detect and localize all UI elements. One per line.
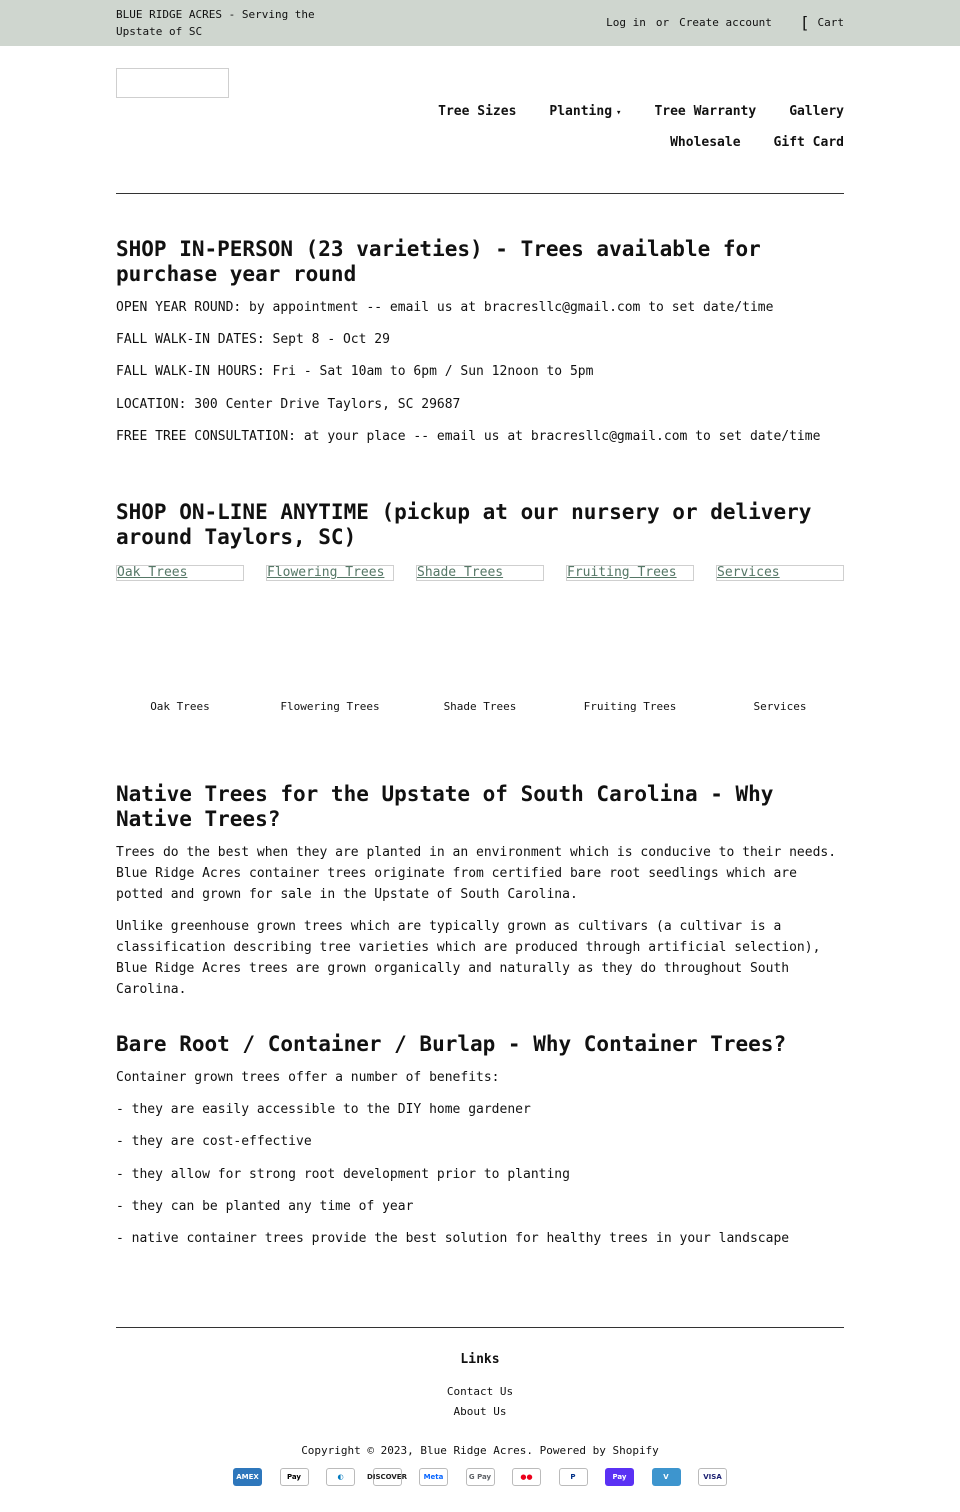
info-line: FALL WALK-IN DATES: Sept 8 - Oct 29 <box>116 332 390 347</box>
benefit-item: - they are cost-effective <box>116 1134 312 1149</box>
apple-pay-icon: Pay <box>280 1468 309 1486</box>
nav-item-planting[interactable]: Planting ▾ <box>549 104 622 119</box>
visa-icon: VISA <box>698 1468 727 1486</box>
google-pay-icon: G Pay <box>466 1468 495 1486</box>
paypal-icon: P <box>559 1468 588 1486</box>
create-account-link[interactable]: Create account <box>679 16 772 29</box>
native-paragraph-1: Trees do the best when they are planted in an environment which is conducive to their needs. Blue Ridge Acres container trees originate from certified bare root seedlings which are potted and grown for sale in the Upstate of South Carolina. <box>116 845 837 902</box>
info-line: FREE TREE CONSULTATION: at your place -- email us at bracresllc@gmail.com to set date/time <box>116 429 821 444</box>
collection-image-links <box>116 565 844 581</box>
collection-titles <box>116 700 844 713</box>
or-separator: or <box>655 16 670 29</box>
info-line: FALL WALK-IN HOURS: Fri - Sat 10am to 6pm / Sun 12noon to 5pm <box>116 364 594 379</box>
footer-link-contact[interactable]: Contact Us <box>446 1385 514 1398</box>
account-links <box>606 12 844 32</box>
cart-link[interactable] <box>799 12 844 32</box>
discover-icon: DISCOVER <box>373 1468 402 1486</box>
header-divider <box>116 193 844 194</box>
amex-icon: AMEX <box>233 1468 262 1486</box>
nav-item-gallery[interactable]: Gallery <box>789 104 844 119</box>
collection-link-oak[interactable]: Oak Trees <box>116 565 244 581</box>
shop-online-heading: SHOP ON-LINE ANYTIME (pickup at our nursery or delivery around Taylors, SC) <box>116 500 812 549</box>
footer-links <box>0 1382 960 1422</box>
container-trees-heading: Bare Root / Container / Burlap - Why Container Trees? <box>116 1032 787 1056</box>
collection-link-shade[interactable]: Shade Trees <box>416 565 544 581</box>
diners-club-icon: ◐ <box>326 1468 355 1486</box>
collection-title-shade[interactable]: Shade Trees <box>443 700 517 713</box>
collection-title-flowering[interactable]: Flowering Trees <box>280 700 380 713</box>
collection-title-services[interactable]: Services <box>753 700 807 713</box>
venmo-icon: V <box>652 1468 681 1486</box>
mastercard-icon: ●● <box>512 1468 541 1486</box>
benefit-item: - native container trees provide the best solution for healthy trees in your landscape <box>116 1231 790 1246</box>
collection-link-fruiting[interactable]: Fruiting Trees <box>566 565 694 581</box>
footer-link-about[interactable]: About Us <box>453 1405 507 1418</box>
cart-label: Cart <box>817 16 844 29</box>
announcement-bar <box>0 0 960 46</box>
chevron-down-icon: ▾ <box>616 108 622 118</box>
login-link[interactable]: Log in <box>606 16 646 29</box>
native-trees-heading: Native Trees for the Upstate of South Carolina - Why Native Trees? <box>116 782 774 831</box>
nav-row-1 <box>380 96 844 127</box>
main-nav <box>380 96 844 158</box>
payment-icons <box>233 1468 745 1486</box>
shop-in-person-heading: SHOP IN-PERSON (23 varieties) - Trees available for purchase year round <box>116 237 761 286</box>
nav-item-wholesale[interactable]: Wholesale <box>670 135 741 150</box>
collection-link-services[interactable]: Services <box>716 565 844 581</box>
info-line: OPEN YEAR ROUND: by appointment -- email us at bracresllc@gmail.com to set date/time <box>116 300 774 315</box>
nav-item-tree-sizes[interactable]: Tree Sizes <box>438 104 517 119</box>
nav-row-2 <box>380 127 844 158</box>
info-line: LOCATION: 300 Center Drive Taylors, SC 29687 <box>116 397 461 412</box>
collection-title-oak[interactable]: Oak Trees <box>150 700 210 713</box>
benefit-item: - they are easily accessible to the DIY home gardener <box>116 1102 531 1117</box>
footer-divider <box>116 1327 844 1328</box>
container-intro: Container grown trees offer a number of benefits: <box>116 1070 500 1085</box>
site-logo[interactable] <box>116 68 229 98</box>
announcement-message: BLUE RIDGE ACRES - Serving the Upstate of SC <box>116 8 315 38</box>
meta-pay-icon: Meta <box>419 1468 448 1486</box>
collection-title-fruiting[interactable]: Fruiting Trees <box>583 700 677 713</box>
benefit-item: - they can be planted any time of year <box>116 1199 414 1214</box>
shop-pay-icon: Pay <box>605 1468 634 1486</box>
collection-link-flowering[interactable]: Flowering Trees <box>266 565 394 581</box>
copyright: Copyright © 2023, Blue Ridge Acres. Powered by Shopify <box>301 1444 659 1457</box>
cart-icon: [ <box>799 12 810 32</box>
nav-item-gift-card[interactable]: Gift Card <box>773 135 844 150</box>
nav-item-tree-warranty[interactable]: Tree Warranty <box>654 104 757 119</box>
benefit-item: - they allow for strong root development prior to planting <box>116 1167 570 1182</box>
footer-links-title: Links <box>460 1352 500 1367</box>
native-paragraph-2: Unlike greenhouse grown trees which are typically grown as cultivars (a cultivar is a classification describing tree varieties which are produced through artificial selection), Blue Ridge Acres trees are grown organically and naturally as they do throughout South Carolina. <box>116 919 821 997</box>
